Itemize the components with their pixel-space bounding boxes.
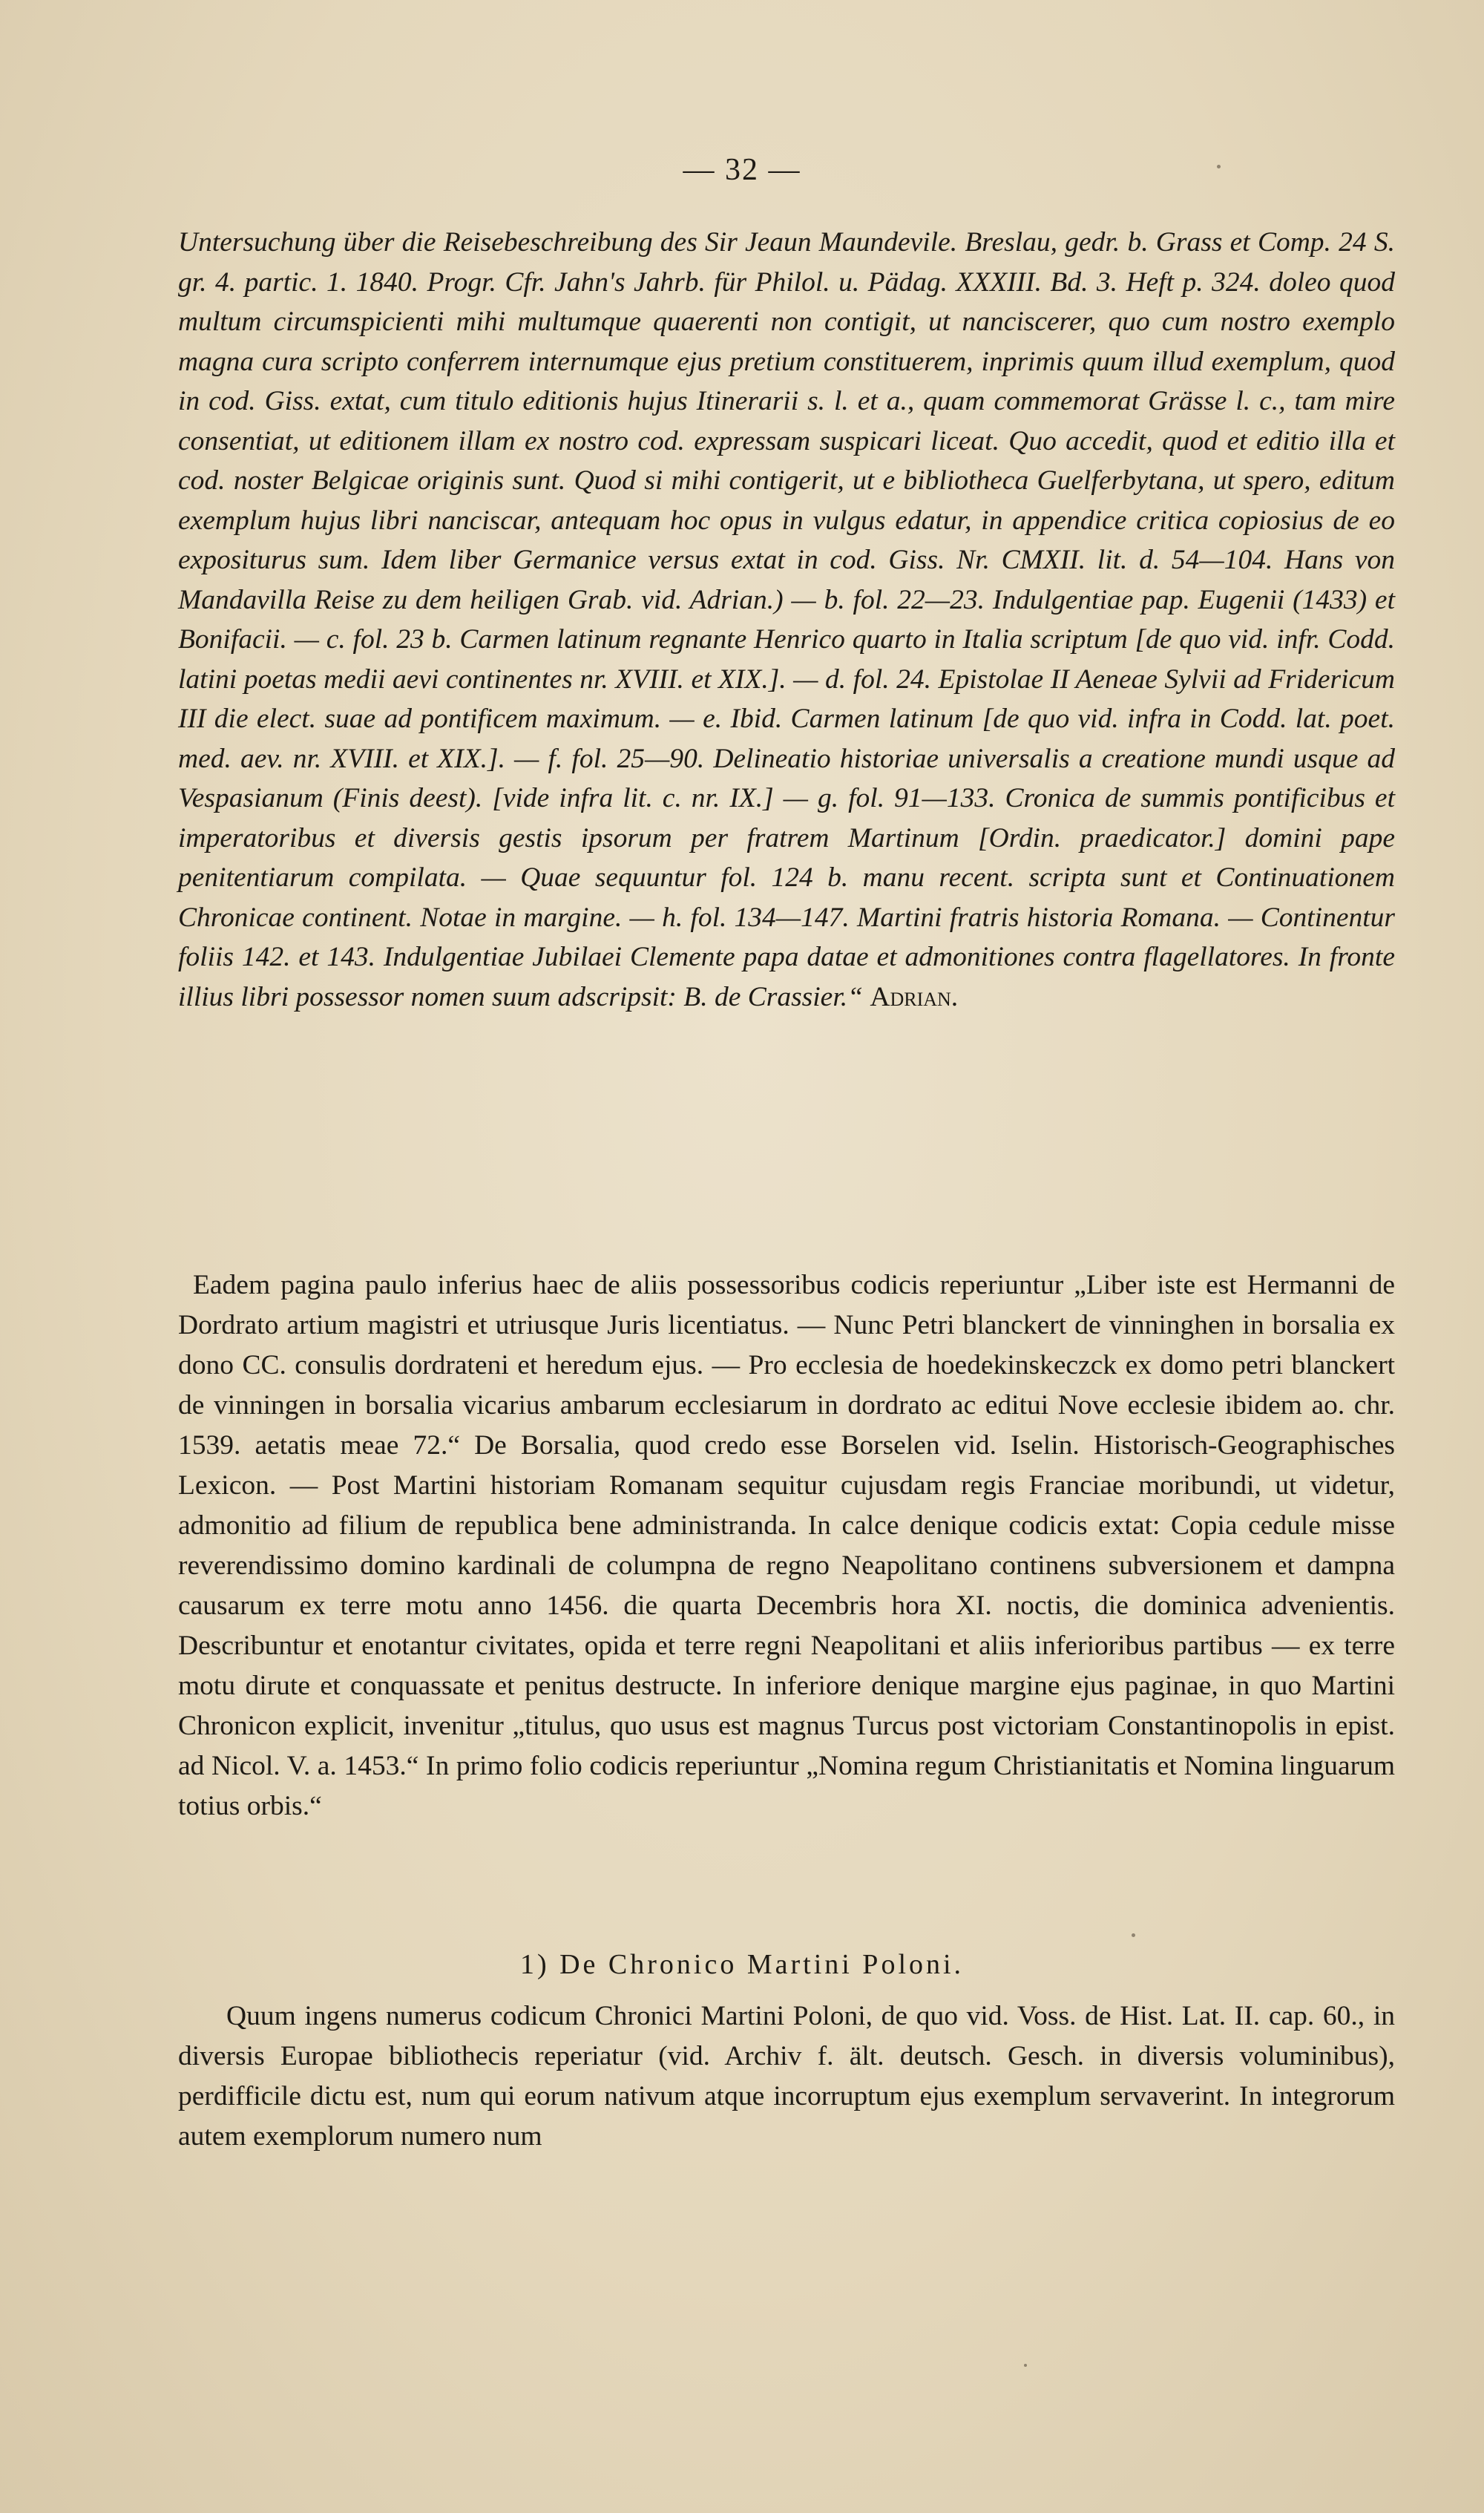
footnote-paragraph — [178, 223, 1395, 1017]
paper-speck — [1132, 1933, 1135, 1937]
footnote-text: Untersuchung über die Reisebeschreibung des Sir Jeaun Maundevile. Breslau, gedr. b. Grass et Comp. 24 S. gr. 4. partic. 1. 1840. Progr. Cfr. Jahn's Jahrb. für Philol. u. Pädag. XXXIII. Bd. 3. Heft p. 324. doleo quod multum circumspicienti mihi multumque quaerenti non contigit, ut nanciscerer, quo cum nostro exemplo magna cura scripto conferrem internumque ejus pretium constituerem, inprimis quum illud exemplum, quod in cod. Giss. extat, cum titulo editionis hujus Itinerarii s. l. et a., quam commemorat Grässe l. c., tam mire consentiat, ut editionem illam ex nostro cod. expressam suspicari liceat. Quo accedit, quod et editio illa et cod. noster Belgicae originis sunt. Quod si mihi contigerit, ut e bibliotheca Guelferbytana, ut spero, editum exemplum hujus libri nanciscar, antequam hoc opus in vulgus edatur, in appendice critica copiosius de eo expositurus sum. Idem liber Germanice versus extat in cod. Giss. Nr. CMXII. lit. d. 54—104. Hans von Mandavilla Reise zu dem heiligen Grab. vid. Adrian.) — b. fol. 22—23. Indulgentiae pap. Eugenii (1433) et Bonifacii. — c. fol. 23 b. Carmen latinum regnante Henrico quarto in Italia scriptum [de quo vid. infr. Codd. latini poetas medii aevi continentes nr. XVIII. et XIX.]. — d. fol. 24. Epistolae II Aeneae Sylvii ad Fridericum III die elect. suae ad pontificem maximum. — e. Ibid. Carmen latinum [de quo vid. infra in Codd. lat. poet. med. aev. nr. XVIII. et XIX.]. — f. fol. 25—90. Delineatio historiae universalis a creatione mundi usque ad Vespasianum (Finis deest). [vide infra lit. c. nr. IX.] — g. fol. 91—133. Cronica de summis pontificibus et imperatoribus et diversis gestis ipsorum per fratrem Martinum [Ordin. praedicator.] domini pape penitentiarum compilata. — Quae sequuntur fol. 124 b. manu recent. scripta sunt et Continuationem Chronicae continent. Notae in margine. — h. fol. 134—147. Martini fratris historia Romana. — Continentur foliis 142. et 143. Indulgentiae Jubilaei Clemente papa datae et admonitiones contra flagellatores. In fronte illius libri possessor nomen suum adscripsit: B. de Crassier.“ — [178, 227, 1395, 1012]
footnote-signature: Adrian. — [870, 981, 959, 1012]
section-paragraph: Quum ingens numerus codicum Chronici Martini Poloni, de quo vid. Voss. de Hist. Lat. II. cap. 60., in diversis Europae bibliothecis reperiatur (vid. Archiv f. ält. deutsch. Gesch. in diversis voluminibus), perdifficile dictu est, num qui eorum nativum atque incorruptum ejus exemplum servaverint. In integrorum autem exemplorum numero num — [178, 2001, 1395, 2152]
body-paragraph: Eadem pagina paulo inferius haec de aliis possessoribus codicis reperiuntur „Liber iste est Hermanni de Dordrato artium magistri et utriusque Juris licentiatus. — Nunc Petri blanckert de vinninghen in borsalia ex dono CC. consulis dordrateni et heredum ejus. — Pro ecclesia de hoedekinskeczck ex domo petri blanckert de vinningen in borsalia vicarius ambarum ecclesiarum in dordrato ac editui Nove ecclesie ibidem ao. chr. 1539. aetatis meae 72.“ De Borsalia, quod credo esse Borselen vid. Iselin. Historisch-Geographisches Lexicon. — Post Martini historiam Romanam sequitur cujusdam regis Franciae moribundi, ut videtur, admonitio ad filium de republica bene administranda. In calce denique codicis extat: Copia cedule misse reverendissimo domino kardinali de columpna de regno Neapolitano continens subversionem et dampna causarum ex terre motu anno 1456. die quarta Decembris hora XI. noctis, die dominica advenientis. Describuntur et enotantur civitates, opida et terre regni Neapolitani et aliis inferioribus partibus — ex terre motu dirute et conquassate et penitus destructe. In inferiore denique margine ejus paginae, in quo Martini Chronicon explicit, invenitur „titulus, quo usus est magnus Turcus post victoriam Constantinopolis in epist. ad Nicol. V. a. 1453.“ In primo folio codicis reperiuntur „Nomina regum Christianitatis et Nomina linguarum totius orbis.“ — [178, 1270, 1395, 1821]
body-text — [178, 1265, 1395, 1826]
section-body — [178, 1996, 1395, 2157]
page-number: — 32 — — [683, 153, 801, 187]
footnote-continuation — [178, 223, 1395, 1017]
section-heading: 1) De Chronico Martini Poloni. — [519, 1949, 965, 1980]
paper-speck — [1217, 165, 1221, 168]
paper-speck — [1024, 2364, 1027, 2367]
